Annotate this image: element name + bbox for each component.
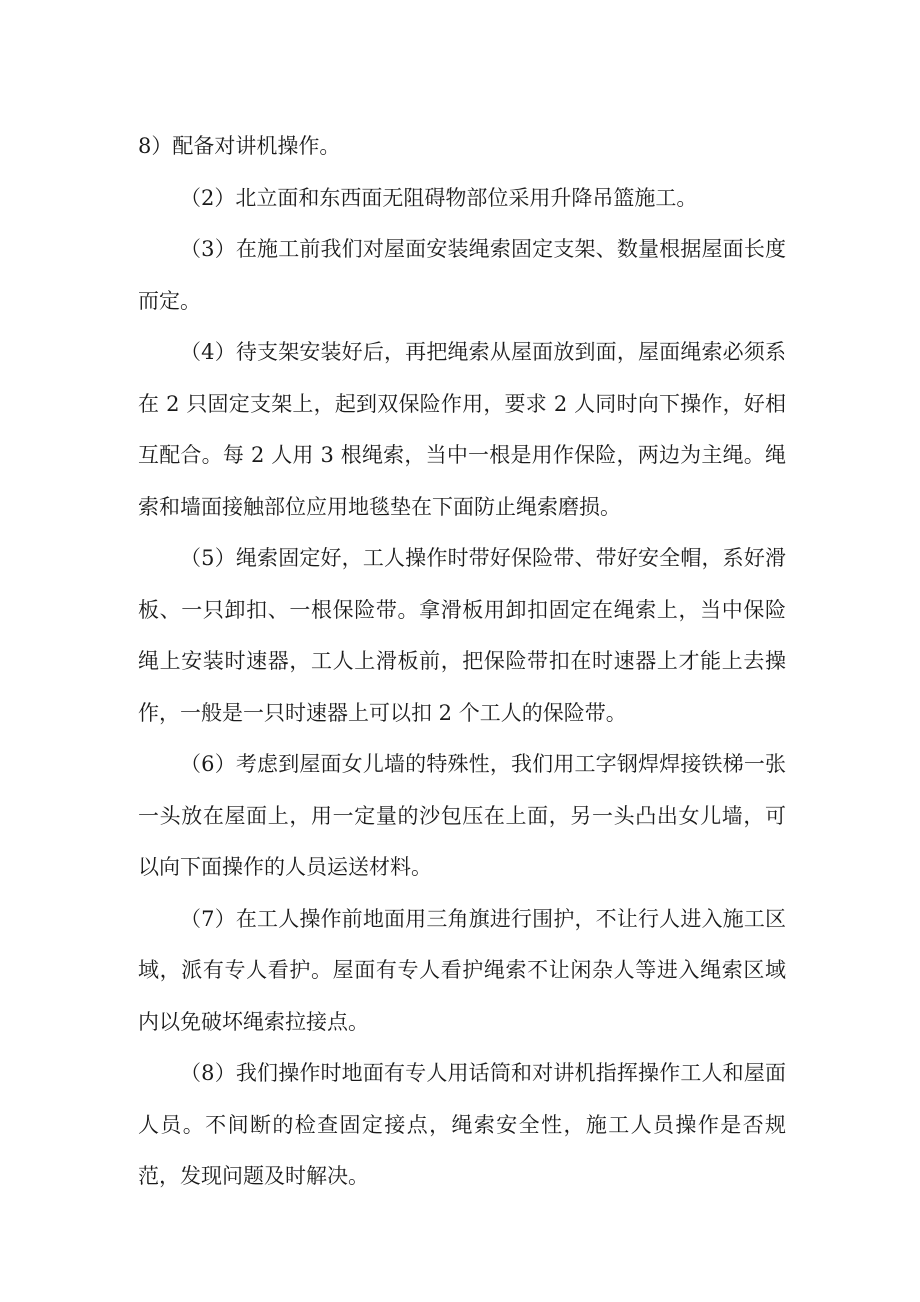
paragraph-7: （7）在工人操作前地面用三角旗进行围护，不让行人进入施工区域，派有专人看护。屋面有专人看护绳索不让闲杂人等进入绳索区域内以免破坏绳索拉接点。 <box>138 906 786 1034</box>
document-body <box>138 121 786 1203</box>
paragraph-8: （8）我们操作时地面有专人用话筒和对讲机指挥操作工人和屋面人员。不间断的检查固定接点，绳索安全性，施工人员操作是否规范，发现问题及时解决。 <box>138 1061 786 1188</box>
paragraph-5: （5）绳索固定好，工人操作时带好保险带、带好安全帽，系好滑板、一只卸扣、一根保险带。拿滑板用卸扣固定在绳索上，当中保险绳上安装时速器，工人上滑板前，把保险带扣在时速器上才能上去操作，一般是一只时速器上可以扣 2 个工人的保险带。 <box>138 546 786 725</box>
paragraph-6: （6）考虑到屋面女儿墙的特殊性，我们用工字钢焊焊接铁梯一张一头放在屋面上，用一定量的沙包压在上面，另一头凸出女儿墙，可以向下面操作的人员运送材料。 <box>138 752 786 879</box>
paragraph-4: （4）待支架安装好后，再把绳索从屋面放到面，屋面绳索必须系在 2 只固定支架上，起到双保险作用，要求 2 人同时向下操作，好相互配合。每 2 人用 3 根绳索，当中一根是用作保险，两边为主绳。绳索和墙面接触部位应用地毯垫在下面防止绳索磨损。 <box>138 340 786 519</box>
paragraph-2: （2）北立面和东西面无阻碍物部位采用升降吊篮施工。 <box>180 185 698 210</box>
paragraph-item-8-continued: 8）配备对讲机操作。 <box>138 134 341 158</box>
paragraph-3: （3）在施工前我们对屋面安装绳索固定支架、数量根据屋面长度而定。 <box>138 237 786 313</box>
